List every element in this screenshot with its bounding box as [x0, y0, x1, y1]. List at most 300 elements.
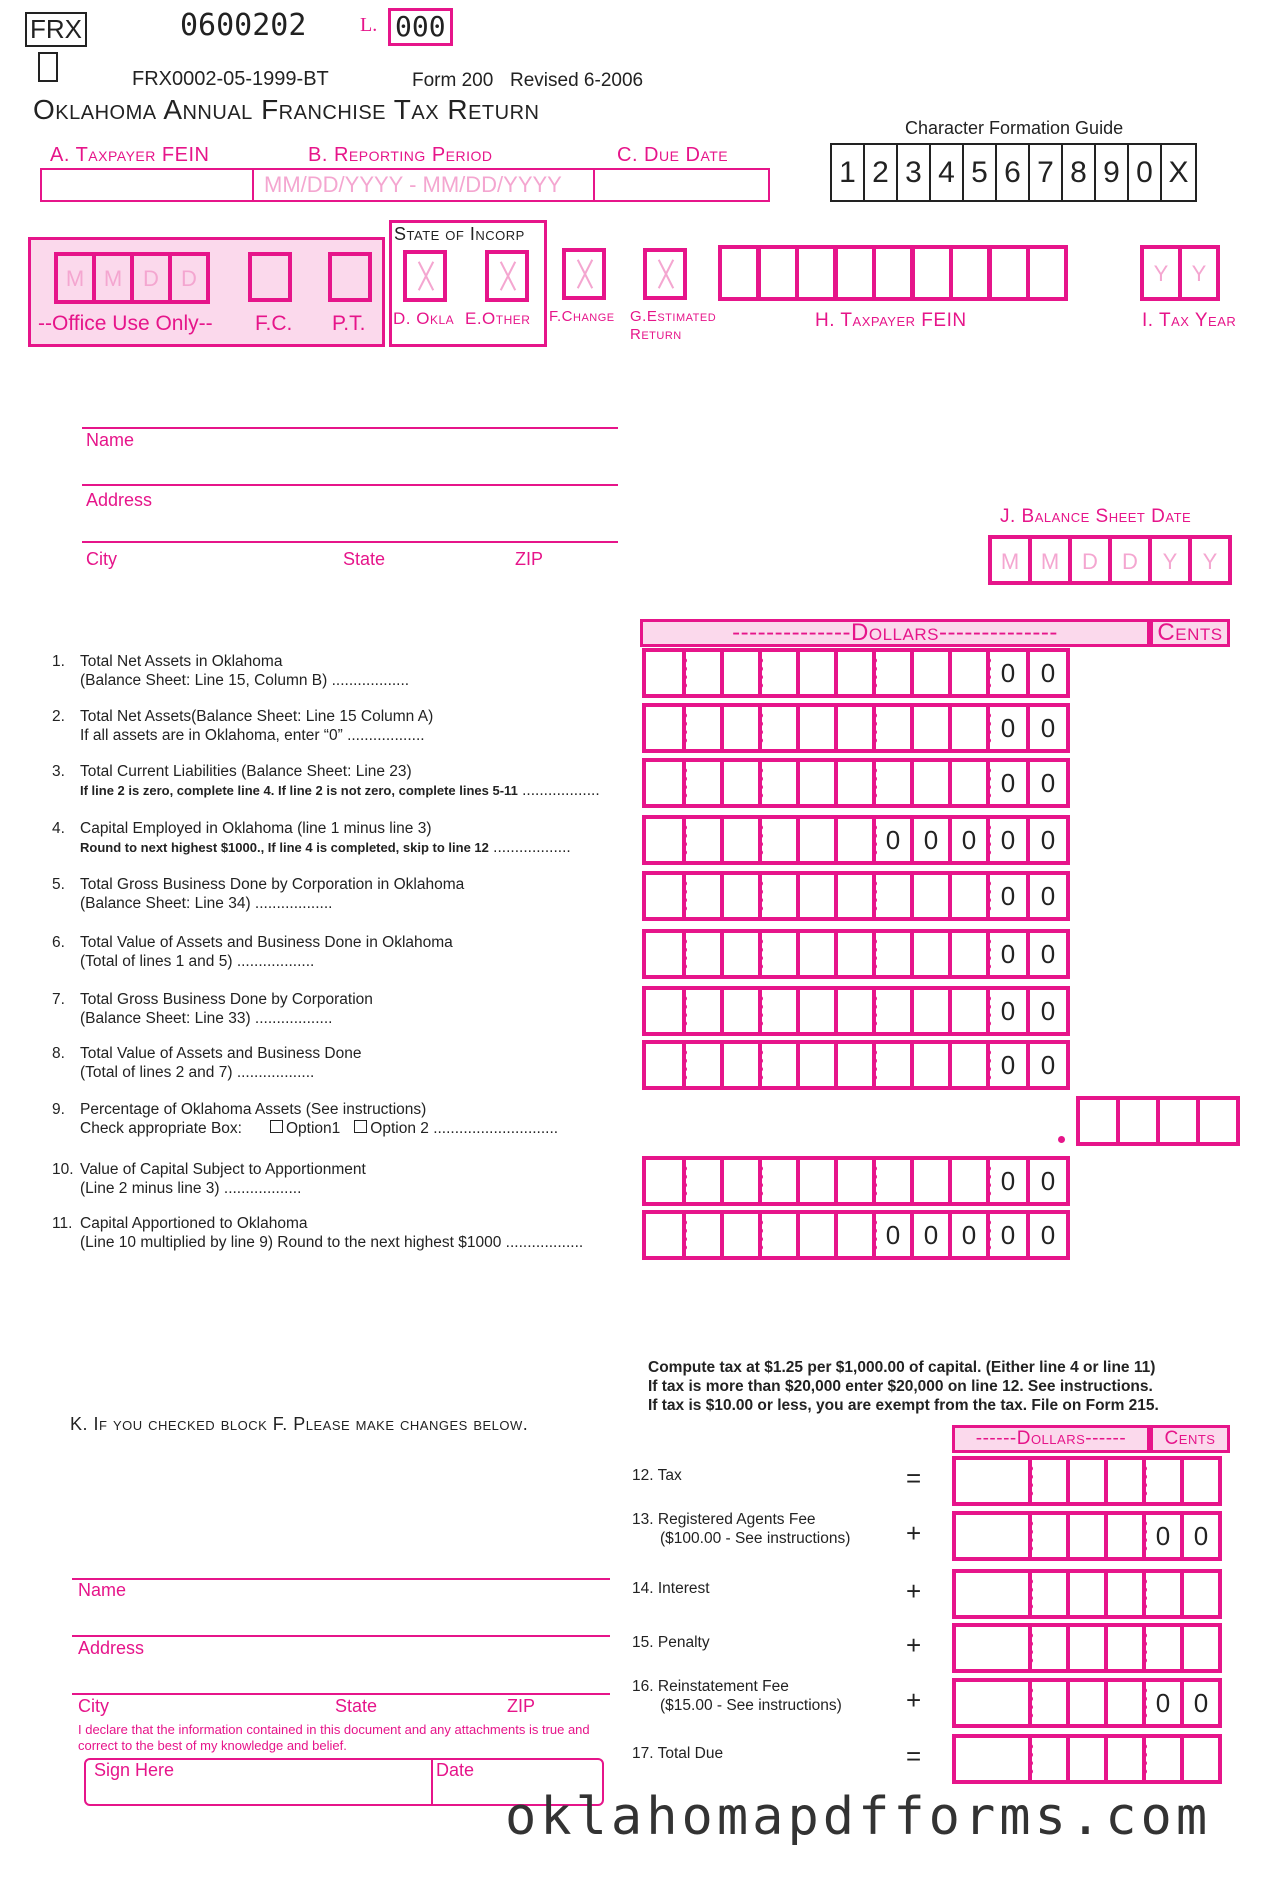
percentage-digit-box[interactable] — [1076, 1096, 1120, 1146]
fein-digit-box[interactable] — [911, 245, 953, 301]
amount-digit-box[interactable] — [834, 1210, 876, 1260]
option1-checkbox[interactable] — [270, 1120, 283, 1133]
tax-line-label: Tax — [657, 1467, 682, 1484]
pt-label: P.T. — [332, 312, 366, 335]
fein-digit-box[interactable] — [795, 245, 837, 301]
tax-digit-box[interactable] — [1028, 1511, 1070, 1561]
line-label: Capital Employed in Oklahoma (line 1 minus line 3) — [80, 820, 432, 837]
amount-digit-box[interactable] — [720, 1210, 762, 1260]
amount-digit-box[interactable]: 0 — [1026, 1040, 1070, 1090]
line-label: Total Net Assets in Oklahoma — [80, 653, 283, 670]
due-date-field[interactable] — [594, 170, 768, 200]
other-checkbox[interactable] — [485, 250, 529, 302]
amount-digit-box[interactable] — [720, 758, 762, 808]
amount-digit-box[interactable] — [720, 929, 762, 979]
amount-digit-box[interactable] — [872, 1156, 914, 1206]
tax-digit-box[interactable] — [1066, 1678, 1108, 1728]
office-date-ghost: M — [65, 266, 85, 291]
tax-digit-box[interactable] — [1142, 1734, 1184, 1784]
amount-digit-box[interactable] — [758, 815, 800, 865]
line-number: 2. — [52, 708, 65, 725]
line-number: 6. — [52, 934, 65, 951]
tax-line-sublabel: ($15.00 - See instructions) — [660, 1697, 842, 1714]
compute-note-line-1: Compute tax at $1.25 per $1,000.00 of capital. (Either line 4 or line 11) — [648, 1359, 1156, 1376]
amount-digit-box[interactable]: 0 — [1026, 758, 1070, 808]
line-label: Total Gross Business Done by Corporation — [80, 991, 373, 1008]
line-number: 10. — [52, 1161, 74, 1178]
amount-digit-box[interactable]: 0 — [910, 815, 952, 865]
office-checkbox[interactable] — [38, 52, 58, 82]
amount-digit-box[interactable] — [948, 986, 990, 1036]
tax-digit-box[interactable] — [1104, 1623, 1146, 1673]
guide-char: 5 — [964, 145, 997, 200]
tax-digit-box[interactable] — [1028, 1678, 1070, 1728]
fein-digit-box[interactable] — [872, 245, 914, 301]
line-label: Total Gross Business Done by Corporation in Oklahoma — [80, 876, 465, 893]
cents-header-label: Cents — [1157, 619, 1223, 646]
balance-date-ghost: M — [1000, 549, 1020, 574]
balance-date-box[interactable] — [1188, 535, 1232, 585]
amount-digit-box[interactable] — [796, 929, 838, 979]
line-1-text — [52, 652, 622, 690]
line-sublabel: (Total of lines 2 and 7) — [80, 1064, 233, 1081]
k-address-field[interactable] — [72, 1648, 610, 1692]
amount-digit-box[interactable] — [834, 703, 876, 753]
amount-digit-box[interactable] — [796, 871, 838, 921]
guide-char: 2 — [865, 145, 898, 200]
amount-digit-box[interactable] — [872, 758, 914, 808]
percentage-digit-box[interactable] — [1116, 1096, 1160, 1146]
line-number: 11. — [52, 1215, 73, 1232]
operator-symbol: + — [906, 1576, 922, 1606]
tax-line-number: 15. — [632, 1634, 654, 1651]
amount-digit-box[interactable] — [682, 929, 724, 979]
fein-digit-box[interactable] — [949, 245, 991, 301]
office-date-box[interactable] — [130, 252, 172, 304]
amount-digit-box[interactable] — [834, 929, 876, 979]
percentage-digit-box[interactable] — [1196, 1096, 1240, 1146]
dot-leader: .................. — [488, 839, 571, 856]
amount-digit-box[interactable]: 0 — [986, 986, 1030, 1036]
amount-digit-box[interactable] — [796, 648, 838, 698]
amount-digit-box[interactable] — [872, 986, 914, 1036]
tax-year-ghost: Y — [1191, 261, 1207, 286]
h-fein-label: H. Taxpayer FEIN — [815, 310, 967, 331]
balance-date-ghost: Y — [1162, 549, 1178, 574]
tax-year-box[interactable] — [1178, 245, 1220, 301]
amount-digit-box[interactable] — [758, 871, 800, 921]
amount-digit-box[interactable] — [834, 871, 876, 921]
amount-digit-box[interactable] — [872, 871, 914, 921]
name-label: Name — [86, 430, 135, 450]
pt-box[interactable] — [328, 252, 372, 302]
revised-date: Revised 6-2006 — [510, 70, 644, 91]
line-3-text — [52, 762, 622, 800]
amount-digit-box[interactable] — [642, 648, 686, 698]
tax-digit-box[interactable] — [952, 1456, 1032, 1506]
k-name-label: Name — [78, 1580, 127, 1600]
percentage-digit-box[interactable] — [1156, 1096, 1200, 1146]
d-okla-label: D. Okla — [393, 309, 455, 328]
amount-digit-box[interactable] — [642, 758, 686, 808]
amount-digit-box[interactable]: 0 — [1026, 1156, 1070, 1206]
tax-digit-box[interactable] — [1104, 1734, 1146, 1784]
fein-digit-box[interactable] — [988, 245, 1030, 301]
balance-date-box[interactable] — [1148, 535, 1192, 585]
okla-checkbox[interactable] — [403, 250, 447, 302]
state-of-incorp-label: State of Incorp — [394, 224, 525, 244]
amount-digit-box[interactable] — [796, 1040, 838, 1090]
line-sublabel: (Line 10 multiplied by line 9) Round to the next highest $1000 — [80, 1234, 502, 1251]
amount-digit-box[interactable] — [682, 1040, 724, 1090]
amount-digit-box[interactable] — [758, 929, 800, 979]
amount-digit-box[interactable] — [834, 1040, 876, 1090]
line-6-text — [52, 933, 622, 971]
amount-digit-box[interactable]: 0 — [948, 815, 990, 865]
tax-line-label: Interest — [657, 1580, 710, 1597]
amount-digit-box[interactable]: 0 — [1026, 1210, 1070, 1260]
amount-digit-box[interactable]: 0 — [1026, 871, 1070, 921]
tax-digit-box[interactable] — [1028, 1623, 1070, 1673]
amount-digit-box[interactable] — [948, 648, 990, 698]
tax-line-number: 17. — [632, 1745, 654, 1762]
tax-digit-box[interactable]: 0 — [1180, 1678, 1222, 1728]
amount-digit-box[interactable]: 0 — [1026, 815, 1070, 865]
tax-digit-box[interactable]: 0 — [1142, 1511, 1184, 1561]
line-2-amount-boxes — [642, 703, 1066, 753]
amount-digit-box[interactable] — [796, 815, 838, 865]
option2-checkbox[interactable] — [354, 1120, 367, 1133]
amount-digit-box[interactable] — [720, 986, 762, 1036]
reporting-period-field[interactable]: MM/DD/YYYY - MM/DD/YYYY — [264, 172, 562, 197]
amount-digit-box[interactable] — [796, 703, 838, 753]
signature-field[interactable] — [86, 1760, 429, 1804]
character-formation-guide — [830, 143, 1197, 202]
amount-digit-box[interactable] — [758, 1156, 800, 1206]
amount-digit-box[interactable]: 0 — [986, 648, 1030, 698]
amount-digit-box[interactable] — [758, 1040, 800, 1090]
tax-digit-box[interactable]: 0 — [1180, 1511, 1222, 1561]
amount-digit-box[interactable] — [720, 815, 762, 865]
amount-digit-box[interactable] — [682, 758, 724, 808]
line-number: 5. — [52, 876, 65, 893]
dollars-header-label: --------------Dollars-------------- — [732, 619, 1058, 646]
amount-digit-box[interactable] — [642, 1040, 686, 1090]
small-dollars-header — [952, 1425, 1150, 1453]
line-label: Total Current Liabilities (Balance Sheet: Line 23) — [80, 763, 412, 780]
fein-digit-box[interactable] — [757, 245, 799, 301]
tax-digit-box[interactable] — [1028, 1734, 1070, 1784]
amount-digit-box[interactable]: 0 — [986, 815, 1030, 865]
tax-line-sublabel: ($100.00 - See instructions) — [660, 1530, 851, 1547]
change-checkbox[interactable] — [562, 248, 606, 300]
tax-digit-box[interactable] — [952, 1569, 1032, 1619]
amount-digit-box[interactable]: 0 — [1026, 929, 1070, 979]
amount-digit-box[interactable]: 0 — [910, 1210, 952, 1260]
tax-digit-box[interactable] — [1028, 1456, 1070, 1506]
amount-digit-box[interactable] — [948, 1156, 990, 1206]
amount-digit-box[interactable] — [682, 986, 724, 1036]
line-sublabel: Round to next highest $1000., If line 4 is completed, skip to line 12 — [80, 840, 489, 855]
amount-digit-box[interactable]: 0 — [872, 815, 914, 865]
amount-digit-box[interactable] — [682, 1210, 724, 1260]
amount-digit-box[interactable] — [682, 871, 724, 921]
amount-digit-box[interactable] — [796, 758, 838, 808]
amount-digit-box[interactable] — [872, 1040, 914, 1090]
amount-digit-box[interactable] — [758, 758, 800, 808]
tax-line-13-boxes — [952, 1511, 1218, 1561]
tax-digit-box[interactable] — [952, 1734, 1032, 1784]
dot-leader: .................. — [501, 1234, 584, 1251]
line-label: Percentage of Oklahoma Assets (See instructions) — [80, 1101, 427, 1118]
balance-date-ghost: Y — [1202, 549, 1218, 574]
form-number: Form 200 — [412, 70, 494, 91]
amount-digit-box[interactable] — [642, 1210, 686, 1260]
amount-digit-box[interactable] — [834, 1156, 876, 1206]
tax-digit-box[interactable] — [1028, 1569, 1070, 1619]
name-field[interactable] — [82, 440, 618, 484]
tax-digit-box[interactable] — [1180, 1569, 1222, 1619]
amount-digit-box[interactable] — [796, 986, 838, 1036]
tax-line-15-boxes — [952, 1623, 1218, 1673]
balance-date-box[interactable] — [988, 535, 1032, 585]
tax-line-12-boxes — [952, 1456, 1218, 1506]
operator-symbol: + — [906, 1630, 922, 1660]
amount-digit-box[interactable] — [872, 929, 914, 979]
line-number: 9. — [52, 1101, 65, 1118]
tax-digit-box[interactable] — [1066, 1511, 1108, 1561]
balance-date-ghost: M — [1040, 549, 1060, 574]
tax-line-number: 16. — [632, 1678, 654, 1695]
line-sublabel: (Balance Sheet: Line 15, Column B) — [80, 672, 328, 689]
j-balance-sheet-label: J. Balance Sheet Date — [1000, 506, 1192, 527]
amount-digit-box[interactable] — [796, 1156, 838, 1206]
amount-digit-box[interactable]: 0 — [986, 1210, 1030, 1260]
amount-digit-box[interactable] — [720, 871, 762, 921]
line-5-amount-boxes — [642, 871, 1066, 921]
tax-digit-box[interactable] — [1066, 1623, 1108, 1673]
estimated-return-checkbox[interactable] — [643, 248, 687, 300]
amount-digit-box[interactable]: 0 — [1026, 648, 1070, 698]
amount-digit-box[interactable] — [720, 1040, 762, 1090]
operator-symbol: + — [906, 1518, 922, 1548]
balance-date-box[interactable] — [1108, 535, 1152, 585]
amount-digit-box[interactable] — [910, 648, 952, 698]
k-address-label: Address — [78, 1638, 145, 1658]
amount-digit-box[interactable] — [682, 648, 724, 698]
line-7-text — [52, 990, 622, 1028]
tax-digit-box[interactable] — [1180, 1623, 1222, 1673]
amount-digit-box[interactable] — [872, 703, 914, 753]
tax-digit-box[interactable] — [952, 1511, 1032, 1561]
office-date-box[interactable] — [92, 252, 134, 304]
amount-digit-box[interactable]: 0 — [948, 1210, 990, 1260]
state-label: State — [343, 549, 386, 569]
amount-digit-box[interactable] — [948, 703, 990, 753]
amount-digit-box[interactable] — [642, 1156, 686, 1206]
fc-box[interactable] — [248, 252, 292, 302]
page-title: Oklahoma Annual Franchise Tax Return — [33, 94, 540, 125]
balance-date-ghost: D — [1122, 549, 1138, 574]
amount-digit-box[interactable] — [948, 871, 990, 921]
tax-digit-box[interactable] — [1104, 1511, 1146, 1561]
tax-line-12-text — [632, 1466, 932, 1485]
amount-digit-box[interactable]: 0 — [986, 929, 1030, 979]
tax-digit-box[interactable]: 0 — [1142, 1678, 1184, 1728]
tax-digit-box[interactable] — [952, 1678, 1032, 1728]
amount-digit-box[interactable] — [758, 1210, 800, 1260]
line-8-amount-boxes — [642, 1040, 1066, 1090]
amount-digit-box[interactable]: 0 — [986, 1040, 1030, 1090]
guide-char: 7 — [1030, 145, 1063, 200]
tax-digit-box[interactable] — [1142, 1456, 1184, 1506]
tax-line-14-boxes — [952, 1569, 1218, 1619]
frx-label: FRX — [30, 14, 82, 44]
amount-digit-box[interactable] — [910, 1040, 952, 1090]
dot-leader: .................. — [250, 1010, 333, 1027]
taxpayer-fein-field[interactable] — [42, 170, 248, 200]
amount-digit-box[interactable] — [720, 703, 762, 753]
balance-date-box[interactable] — [1068, 535, 1112, 585]
tax-line-number: 13. — [632, 1511, 654, 1528]
amount-digit-box[interactable]: 0 — [986, 871, 1030, 921]
tax-digit-box[interactable] — [1104, 1569, 1146, 1619]
tax-line-label: Registered Agents Fee — [657, 1511, 816, 1528]
amount-digit-box[interactable] — [834, 986, 876, 1036]
office-date-box[interactable] — [168, 252, 210, 304]
line-label: Total Net Assets(Balance Sheet: Line 15 Column A) — [80, 708, 434, 725]
g-estimated-label: G.Estimated Return — [630, 308, 717, 343]
amount-digit-box[interactable] — [948, 1040, 990, 1090]
amount-digit-box[interactable]: 0 — [986, 703, 1030, 753]
compute-note-line-2: If tax is more than $20,000 enter $20,000 on line 12. See instructions. — [648, 1378, 1153, 1395]
amount-digit-box[interactable] — [796, 1210, 838, 1260]
compute-note-line-3: If tax is $10.00 or less, you are exempt from the tax. File on Form 215. — [648, 1397, 1159, 1414]
tax-digit-box[interactable] — [1142, 1623, 1184, 1673]
amount-digit-box[interactable]: 0 — [986, 1156, 1030, 1206]
dot-leader: .................. — [219, 1180, 302, 1197]
tax-line-label: Total Due — [657, 1745, 724, 1762]
dot-leader: .................. — [327, 672, 410, 689]
amount-digit-box[interactable] — [758, 986, 800, 1036]
address-field[interactable] — [82, 500, 618, 540]
amount-digit-box[interactable]: 0 — [986, 758, 1030, 808]
line-label: Total Value of Assets and Business Done in Oklahoma — [80, 934, 453, 951]
line-6-amount-boxes — [642, 929, 1066, 979]
tax-digit-box[interactable] — [1180, 1734, 1222, 1784]
amount-digit-box[interactable]: 0 — [1026, 703, 1070, 753]
line-number: 1. — [52, 653, 65, 670]
line-11-amount-boxes — [642, 1210, 1066, 1260]
amount-digit-box[interactable] — [834, 648, 876, 698]
amount-digit-box[interactable] — [642, 929, 686, 979]
amount-digit-box[interactable] — [834, 815, 876, 865]
line-sublabel: (Line 2 minus line 3) — [80, 1180, 220, 1197]
tax-line-17-boxes — [952, 1734, 1218, 1784]
address-label: Address — [86, 490, 153, 510]
tax-digit-box[interactable] — [1066, 1456, 1108, 1506]
office-date-ghost: M — [103, 266, 123, 291]
line-8-text — [52, 1044, 622, 1082]
amount-digit-box[interactable] — [910, 703, 952, 753]
amount-digit-box[interactable] — [682, 703, 724, 753]
amount-digit-box[interactable] — [834, 758, 876, 808]
guide-char: 6 — [997, 145, 1030, 200]
tax-digit-box[interactable] — [1104, 1678, 1146, 1728]
amount-digit-box[interactable] — [642, 703, 686, 753]
decimal-point — [1058, 1136, 1065, 1143]
cents-header — [1150, 619, 1230, 647]
amount-digit-box[interactable] — [642, 986, 686, 1036]
k-name-field[interactable] — [72, 1590, 610, 1634]
amount-digit-box[interactable] — [682, 1156, 724, 1206]
amount-digit-box[interactable] — [682, 815, 724, 865]
fein-digit-box[interactable] — [1026, 245, 1068, 301]
amount-digit-box[interactable] — [948, 758, 990, 808]
tax-digit-box[interactable] — [1142, 1569, 1184, 1619]
tax-digit-box[interactable] — [1104, 1456, 1146, 1506]
b-label: B. Reporting Period — [308, 144, 493, 166]
character-guide-label: Character Formation Guide — [905, 118, 1124, 138]
amount-digit-box[interactable] — [910, 986, 952, 1036]
line-4-amount-boxes — [642, 815, 1066, 865]
dot-leader: ............................. — [428, 1120, 559, 1137]
dot-leader: .................. — [232, 953, 315, 970]
amount-digit-box[interactable]: 0 — [872, 1210, 914, 1260]
amount-digit-box[interactable] — [910, 871, 952, 921]
amount-digit-box[interactable] — [720, 1156, 762, 1206]
line-3-amount-boxes — [642, 758, 1066, 808]
tax-line-label: Penalty — [657, 1634, 710, 1651]
amount-digit-box[interactable]: 0 — [1026, 986, 1070, 1036]
amount-digit-box[interactable] — [872, 648, 914, 698]
form-code-number: 0600202 — [180, 8, 307, 43]
tax-line-16-boxes — [952, 1678, 1218, 1728]
compute-note — [648, 1358, 1159, 1415]
amount-digit-box[interactable] — [758, 648, 800, 698]
tax-digit-box[interactable] — [1180, 1456, 1222, 1506]
office-date-ghost: D — [181, 266, 197, 291]
tax-line-17-text — [632, 1744, 932, 1763]
line-sublabel: If all assets are in Oklahoma, enter “0” — [80, 727, 343, 744]
tax-year-box[interactable] — [1140, 245, 1182, 301]
amount-digit-box[interactable] — [720, 648, 762, 698]
amount-digit-box[interactable] — [758, 703, 800, 753]
option1-label: Option1 — [285, 1120, 341, 1137]
fein-digit-box[interactable] — [718, 245, 760, 301]
amount-digit-box[interactable] — [910, 929, 952, 979]
tax-digit-box[interactable] — [952, 1623, 1032, 1673]
dollars-header — [640, 619, 1150, 647]
line-label: Total Value of Assets and Business Done — [80, 1045, 362, 1062]
zip-label: ZIP — [515, 549, 544, 569]
amount-digit-box[interactable] — [642, 815, 686, 865]
fein-digit-box[interactable] — [834, 245, 876, 301]
operator-symbol: = — [906, 1463, 922, 1493]
office-date-box[interactable] — [54, 252, 96, 304]
line-1-amount-boxes — [642, 648, 1066, 698]
tax-line-label: Reinstatement Fee — [657, 1678, 789, 1695]
line-label: Value of Capital Subject to Apportionment — [80, 1161, 366, 1178]
tax-digit-box[interactable] — [1066, 1734, 1108, 1784]
amount-digit-box[interactable] — [910, 758, 952, 808]
amount-digit-box[interactable] — [910, 1156, 952, 1206]
amount-digit-box[interactable] — [948, 929, 990, 979]
balance-date-box[interactable] — [1028, 535, 1072, 585]
tax-digit-box[interactable] — [1066, 1569, 1108, 1619]
tax-year-ghost: Y — [1153, 261, 1169, 286]
amount-digit-box[interactable] — [642, 871, 686, 921]
